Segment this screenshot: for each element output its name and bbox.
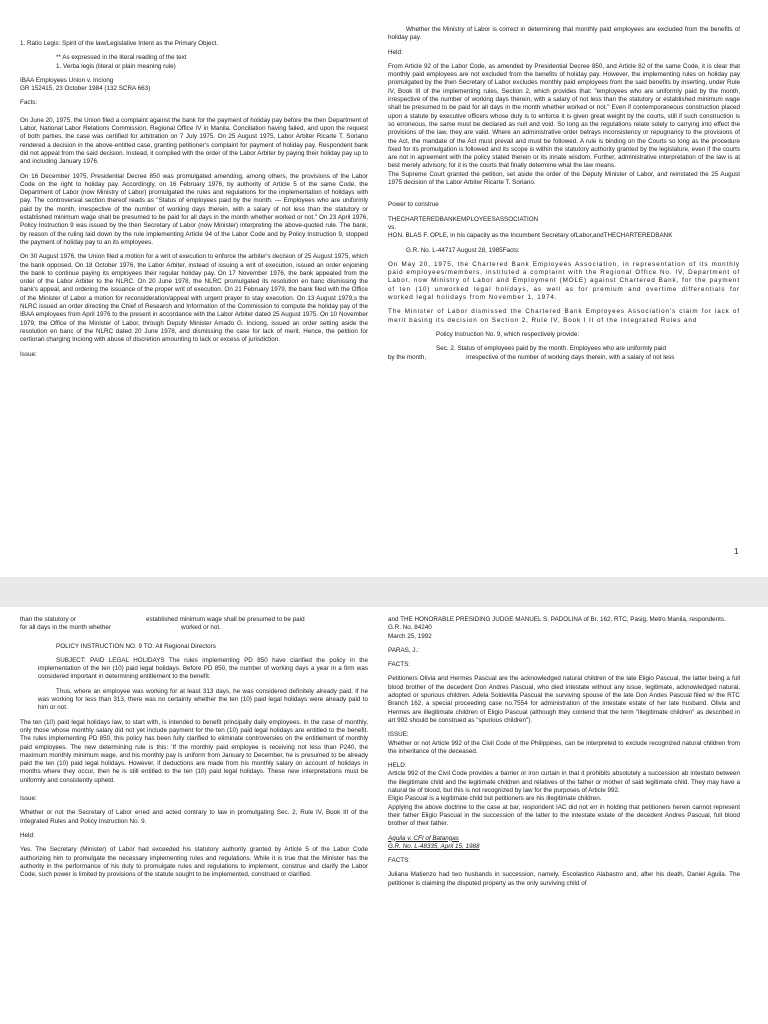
literal-reading-note: ** As expressed in the literal reading of the text — [56, 54, 187, 62]
case4-facts-text: Juliana Matienzo had two husbands in succession, namely, Escolastico Alabastro and, after his death, Daniel Aguila. The petitioner is claiming the disputed property as the only surviving child of — [388, 871, 740, 887]
case3-held-text: Article 992 of the Civil Code provides a barrier or iron curtain in that it prohibits absolutely a succession ab intestato between the illegitimate child and the legitimate children and relatives of the father or mother of said legitimate child. They may have a natural tie of blood, but this is not recognized by law for the purposes of Article 992. — [388, 770, 740, 795]
case3-date: March 25, 1992 — [388, 632, 432, 640]
paid-legal-holidays-subject: SUBJECT: PAID LEGAL HOLIDAYS The rules implementing PD 850 have clarified the policy in the implementation of the ten (10) paid legal holidays. Before PD 850, the number of working days a year in a firm was considered important in determining entitlement to the benefit. — [38, 656, 368, 681]
case2-held-heading: Held: — [20, 831, 35, 839]
case4-facts-heading: FACTS: — [388, 857, 411, 865]
case3-facts-text: Petitioners Olivia and Hermes Pascual are the acknowledged natural children of the late Eligio Pascual, the latter being a full blood brother of the decedent Don Andres Pascual, who died intestate without any issue, legitimate, acknowledged natural, adopted or spurious children. Adela Soldevilla Pascual the surviving spouse of the late Don Andes Pascual filed w/ the RTC Branch 162, a special proceeding case no.7554 for administration of the intestate estate of her late husband. Olivia and Hermes are illegitimate children of Eligio Pascual (although they contend that the term "illegitimate children" as described in art 992 should be construed as "spurious children"). — [388, 675, 740, 724]
case3-conclusion: Applying the above doctrine to the case at bar, respondent IAC did not err in holding that petitioners herein cannot represent their father Eligio Pascual in the succession of the latter to the intestate estate of the decedent Andres Pascual, full blood brother of their father. — [388, 803, 740, 828]
verba-legis-item: 1. Verba legis (literal or plain meaning rule) — [56, 62, 176, 70]
case3-facts-heading: FACTS: — [388, 661, 411, 669]
case3-issue-heading: ISSUE: — [388, 731, 409, 739]
case2-issue-text: Whether or not the Secretary of Labor erred and acted contrary to law in promulgating Sec. 2, Rule IV, Book III of the Integrated Rules and Policy Instruction No. 9. — [20, 809, 368, 825]
case2-versus: vs. — [388, 223, 397, 231]
issue-heading: Issue: — [20, 350, 37, 358]
facts-paragraph-3: On 30 August 1976, the Union filed a motion for a writ of execution to enforce the arbiter's decision of 25 August 1975, which the bank opposed. On 18 October 1976, the Labor Arbiter, instead of issuing a writ of execution, issued an order enjoining the bank to continue paying its employees their regular holiday pay. On 17 November 1976, the bank appealed from the order of the Labor Arbiter to the NLRC. On 20 June 1978, the NLRC promulgated its resolution en banc dismissing the bank's appeal, and ordering the issuance of the proper writ of execution. On 21 February 1979, the bank filed with the Office of the Minister of Labor a motion for reconsideration/appeal with urgent prayer to stay execution. On 13 August 1979,s the NLRC issued an order directing the Chief of Research and Information of the Commission to compute the holiday pay of the IBAA employees from April 1976 to the present in accordance with the Labor Arbiter dated 25 August 1975. On 10 November 1979, the Office of the Minister of Labor, through Deputy Minister Amado G. Inciong, issued an order setting aside the resolution en banc of the NLRC dated 20 June 1978, and dismissing the case for lack of merit. Hence, the petition for certiorari charging Inciong with abuse of discretion amounting to lack or excess of jurisdiction. — [20, 253, 368, 344]
page2-left-column — [20, 616, 368, 885]
case2-facts-paragraph: On May 20, 1975, the Chartered Bank Employees Association, in representation of its monthly paid employees/members, instituted a complaint with the Regional Office No. IV, Department of Labor, now Ministry of Labor and Employment (MOLE) against Chartered Bank, for the payment of ten (10) unworked legal holidays, as well as for premium and overtime differentials for worked legal holidays from November 1, 1974. — [388, 260, 740, 302]
held-disposition: The Supreme Court granted the petition, set aside the order of the Deputy Minister of Labor, and reinstated the 25 August 1975 decision of the Labor Arbiter Ricarte T. Soriano. — [388, 170, 740, 187]
case2-issue-heading: Issue: — [20, 795, 37, 803]
page-gutter — [0, 577, 768, 607]
case-citation: GR 152415, 23 October 1984 (132 SCRA 663) — [20, 85, 151, 93]
case2-petitioner: THECHARTEREDBANKEMPLOYEESASSOCIATION — [388, 215, 539, 223]
sec2-quote-cont: by the month, irrespective of the number of working days therein, with a salary of not less — [388, 353, 675, 361]
case-title: IBAA Employees Union v. Inciong — [20, 76, 114, 84]
case3-eligio-note: Eligio Pascual is a legitimate child but petitioners are his illegitimate children. — [388, 795, 602, 803]
facts-heading: Facts: — [20, 99, 38, 107]
held-heading: Held: — [388, 48, 403, 56]
held-paragraph: From Article 92 of the Labor Code, as amended by Presidential Decree 850, and Article 82 of the same Code, it is clear that monthly paid employees are not excluded from the benefits of holiday pay. However, the implementing rules on holiday pay promulgated by the then Secretary of Labor excludes monthly paid employees from the said benefits by inserting, under Rule IV, Book III of the implementing rules, Section 2, which provides that: "employees who are uniformly paid by the month, irrespective of the number of working days therein, with a salary of not less than the statutory or established minimum wage shall be presumed to be paid for all days in the month whether worked or not." Even if contemporaneous construction placed upon a statute by executive officers whose duty is to enforce it is given great weight by the courts, still if such construction is so erroneous, the same must be declared as null and void. So long as the regulations relate solely to carrying into effect the provisions of the law, they are valid. Where an administrative order betrays inconsistency or repugnancy to the provisions of the Act, the mandate of the Act must prevail and must be followed. A rule is binding on the Courts so long as the procedure fixed for its promulgation is followed and its scope is within the statutory authority granted by the legislature, even if the courts are not in agreement with the policy stated therein or its innate wisdom. Further, administrative interpretation of the law is at best merely advisory, for it is the courts that finally determine what the law means. — [388, 62, 740, 170]
policy-instruction-intro: Policy Instruction No. 9, which respectively provide: — [436, 330, 580, 338]
facts-paragraph-2: On 16 December 1975, Presidential Decree 850 was promulgated amending, among others, the provisions of the Labor Code on the right to holiday pay. Accordingly, on 16 February 1976, by authority of Article 5 of the same Code, the Department of Labor (now Ministry of Labor) promulgated the rules and regulations for the implementation of holidays with pay. The controversial section thereof reads as "Status of employees paid by the month. — Employees who are uniformly paid by the month, irrespective of the number of working days therein, with a salary of not less than the statutory or established minimum wage shall be presumed to be paid for all days in the month whether worked or not." On 23 April 1976, Policy Instruction 9 was issued by the then Secretary of Labor (now Minister) interpreting the above-quoted rule. The bank, by reason of the ruling laid down by the rule implementing Article 94 of the Labor Code and by Policy Instruction 9, stopped the payment of holiday pay to an its employees. — [20, 172, 368, 246]
case2-respondent: HON. BLAS F. OPLE, in his capacity as the Incumbent Secretary ofLabor,andTHECHARTEREDBANK — [388, 232, 673, 240]
case3-ponente: PARAS, J.: — [388, 646, 420, 654]
page2-right-column — [388, 616, 740, 894]
sec2-continued: than the statutory or established minimum wage shall be presumed to be paid — [20, 616, 305, 623]
page1-right-column — [388, 26, 740, 368]
case3-issue-text: Whether or not Article 992 of the Civil Code of the Philippines, can be interpreted to exclude recognized natural children from the inheritance of the deceased. — [388, 739, 740, 755]
case3-gr-number: G.R. No. 84240 — [388, 624, 432, 632]
issue-text: Whether the Ministry of Labor is correct in determining that monthly paid employees are excluded from the benefits of holiday pay. — [388, 26, 740, 42]
case3-held-heading: HELD: — [388, 762, 407, 770]
policy-new-rule: The ten (10) paid legal holidays law, to start with, is intended to benefit principally daily employees. In the case of monthly, only those whose monthly salary did not yet include payment for the ten (10) paid legal holidays are entitled to the benefit. The rules implementing PD 850, this policy has been fully clarified to eliminate controversies on the entitlement of monthly paid employees. The new determining rule is this: 'If the monthly paid employee is receiving not less than P240, the maximum monthly minimum wage, and his monthly pay is uniform from January to December, he is presumed to be already paid the ten (10) paid legal holidays. However, if deductions are made from his monthly salary on account of holidays in months where they occur, then he is still entitled to the ten (10) paid legal holidays. These new interpretations must be uniformly and consistently upheld. — [20, 718, 368, 784]
sec2-continued-2: for all days in the month whether worked or not. — [20, 624, 221, 632]
case2-citation: G.R. No. L-44717 August 28, 1985Facts: — [406, 246, 520, 254]
case4-title: Aguila v. CFI of Batangas — [388, 834, 459, 842]
page-number: 1 — [734, 547, 739, 556]
case3-respondents: and THE HONORABLE PRESIDING JUDGE MANUEL S. PADOLINA of Br. 162, RTC, Pasig, Metro Manila, respondents. — [388, 616, 726, 623]
policy-313-days: Thus, where an employee was working for at least 313 days, he was considered definitely already paid. If he was working for less than 313, there was no certainty whether the ten (10) paid legal holidays were already paid to him or not. — [38, 687, 368, 712]
page1-left-column — [20, 40, 368, 365]
sec2-quote: Sec. 2. Status of employees paid by the month. Employees who are uniformly paid — [436, 345, 666, 353]
power-to-construe-heading: Power to construe — [388, 201, 439, 209]
case2-dismissal-paragraph: The Minister of Labor dismissed the Chartered Bank Employees Association's claim for lack of merit basing its decision on Section 2, Rule IV, Book I II of the Integrated Rules and — [388, 308, 740, 324]
policy-instruction-heading: POLICY INSTRUCTION NO. 9 TO: All Regional Directors — [56, 642, 216, 650]
case4-citation: G.R. No. L-48335, April 15, 1988 — [388, 842, 480, 850]
ratio-legis-heading: 1. Ratio Legis: Spirit of the law/Legislative Intent as the Primary Object. — [20, 40, 219, 47]
case2-held-text: Yes. The Secretary (Minister) of Labor had exceeded his statutory authority granted by Article 5 of the Labor Code authorizing him to promulgate the necessary implementing rules and regulations. While it is true that the Minister has the authority in the performance of his duty to promulgate rules and regulations to implement, construe and clarify the Labor Code, such power is limited by provisions of the statute sought to be implemented, construed or clarified. — [20, 846, 368, 879]
facts-paragraph-1: On June 20, 1975, the Union filed a complaint against the bank for the payment of holiday pay before the then Department of Labor, National Labor Relations Commission, Regional Office IV in Manila. Conciliation having failed, and upon the request of both parties, the case was certified for arbitration on 7 July 1975. On 25 August 1975, Labor Arbiter Ricarte T. Soriano rendered a decision in the above-entitled case, granting petitioner's complaint for payment of holiday pay. Respondent bank did not appeal from the said decision. Instead, it complied with the order of the Labor Arbiter by paying their holiday pay up to and including January 1976. — [20, 116, 368, 166]
